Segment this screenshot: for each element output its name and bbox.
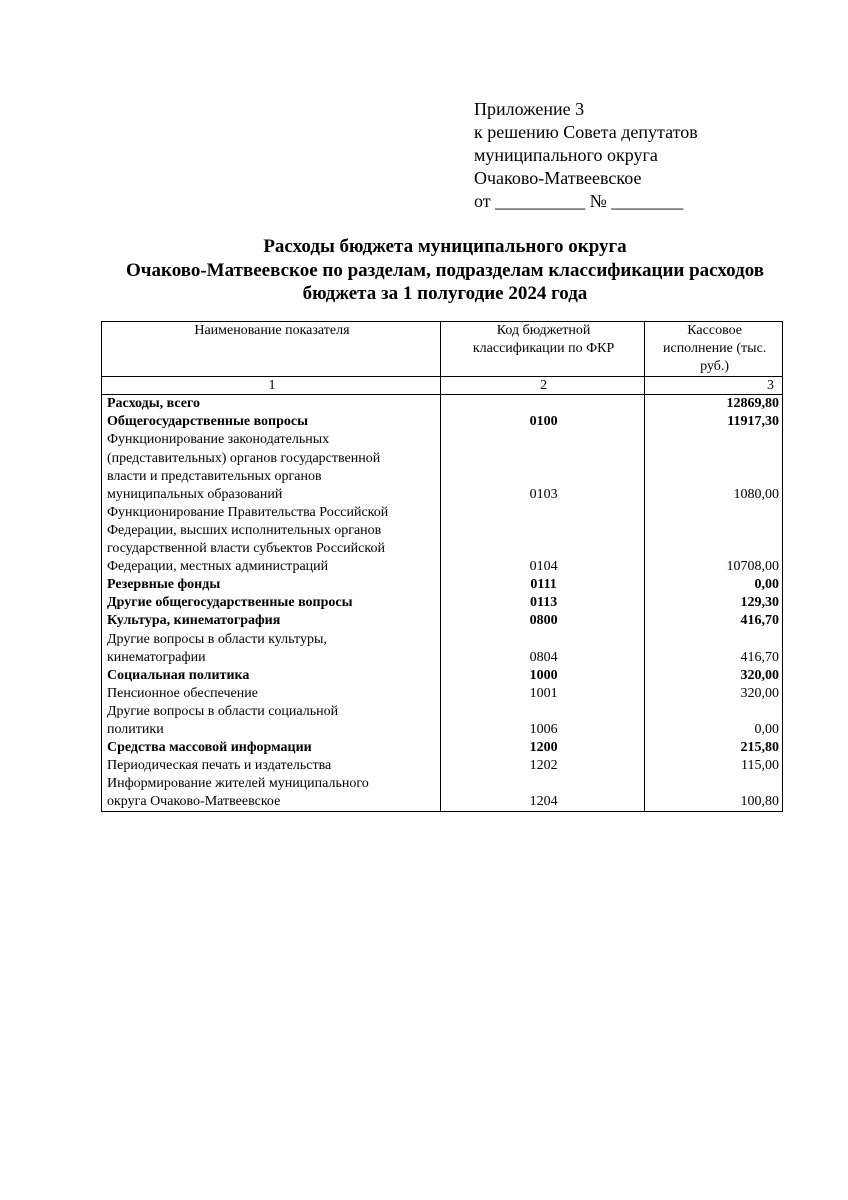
appendix-line: Приложение 3 xyxy=(474,99,585,119)
table-body xyxy=(102,395,783,812)
row-code: 0804 xyxy=(440,631,644,667)
row-amount: 1080,00 xyxy=(645,431,783,503)
row-code: 1202 xyxy=(440,757,644,775)
row-amount: 320,00 xyxy=(645,685,783,703)
row-name xyxy=(102,504,441,576)
row-amount: 10708,00 xyxy=(645,504,783,576)
table-header-row xyxy=(102,322,783,377)
header-code xyxy=(440,322,644,377)
appendix-line: муниципального округа xyxy=(474,145,658,165)
row-name xyxy=(102,703,441,739)
appendix-line: от __________ № ________ xyxy=(474,191,684,211)
row-name-line: (представительных) органов государственной xyxy=(107,450,381,466)
row-name-line: Резервные фонды xyxy=(107,577,221,593)
row-code: 1000 xyxy=(440,667,644,685)
column-number: 3 xyxy=(645,377,783,395)
row-code: 0100 xyxy=(440,413,644,431)
row-name-line: Средства массовой информации xyxy=(107,740,312,756)
budget-table xyxy=(101,321,783,812)
table-row xyxy=(102,413,783,431)
row-code: 0103 xyxy=(440,431,644,503)
row-amount: 100,80 xyxy=(645,775,783,812)
row-name-line: Другие общегосударственные вопросы xyxy=(107,595,353,611)
row-code: 1006 xyxy=(440,703,644,739)
row-name xyxy=(102,576,441,594)
row-amount: 0,00 xyxy=(645,576,783,594)
header-code-line: Код бюджетной xyxy=(496,323,591,338)
row-code: 1204 xyxy=(440,775,644,812)
appendix-line: Очаково-Матвеевское xyxy=(474,168,642,188)
header-amount-line: исполнение (тыс. xyxy=(662,341,767,357)
row-name xyxy=(102,395,441,414)
row-name-line: власти и представительных органов xyxy=(107,468,322,484)
row-amount: 416,70 xyxy=(645,631,783,667)
row-name-line: государственной власти субъектов Российской xyxy=(107,541,385,557)
title-line: бюджета за 1 полугодие 2024 года xyxy=(302,283,588,304)
row-name-line: Функционирование Правительства Российской xyxy=(107,504,389,520)
title-line: Расходы бюджета муниципального округа xyxy=(263,236,627,257)
row-code: 0800 xyxy=(440,612,644,630)
row-code: 1001 xyxy=(440,685,644,703)
table-row xyxy=(102,739,783,757)
appendix-block xyxy=(474,98,698,213)
table-row xyxy=(102,431,783,503)
column-number: 2 xyxy=(440,377,644,395)
row-name-line: Федерации, местных администраций xyxy=(107,559,329,575)
document-title xyxy=(60,235,830,306)
row-name-line: Социальная политика xyxy=(107,667,250,683)
column-number-row xyxy=(102,377,783,395)
row-name xyxy=(102,667,441,685)
header-name-text: Наименование показателя xyxy=(194,323,350,338)
row-name-line: политики xyxy=(107,721,164,737)
header-code-line: классификации по ФКР xyxy=(472,341,615,357)
row-name-line: Культура, кинематография xyxy=(107,613,281,629)
row-name-line: Периодическая печать и издательства xyxy=(107,758,332,774)
table-row xyxy=(102,576,783,594)
row-name xyxy=(102,739,441,757)
row-name-line: Общегосударственные вопросы xyxy=(107,414,309,430)
row-amount: 320,00 xyxy=(645,667,783,685)
row-name-line: кинематографии xyxy=(107,649,206,665)
row-amount: 0,00 xyxy=(645,703,783,739)
row-name-line: Федерации, высших исполнительных органов xyxy=(107,522,382,538)
row-amount: 129,30 xyxy=(645,594,783,612)
table-row xyxy=(102,775,783,812)
row-name xyxy=(102,775,441,812)
header-amount xyxy=(645,322,783,377)
row-name xyxy=(102,631,441,667)
row-code xyxy=(440,395,644,414)
table-row xyxy=(102,631,783,667)
row-amount: 416,70 xyxy=(645,612,783,630)
table-row xyxy=(102,594,783,612)
row-name-line: округа Очаково-Матвеевское xyxy=(107,794,281,810)
header-amount-line: Кассовое xyxy=(687,323,742,338)
table-row xyxy=(102,685,783,703)
header-amount-line: руб.) xyxy=(700,359,730,375)
row-name-line: Другие вопросы в области культуры, xyxy=(107,631,327,647)
table-row xyxy=(102,703,783,739)
row-name xyxy=(102,757,441,775)
row-name xyxy=(102,413,441,431)
appendix-line: к решению Совета депутатов xyxy=(474,122,698,142)
row-amount: 215,80 xyxy=(645,739,783,757)
row-name xyxy=(102,612,441,630)
row-name-line: муниципальных образований xyxy=(107,486,283,502)
row-name xyxy=(102,594,441,612)
row-code: 0111 xyxy=(440,576,644,594)
row-amount: 115,00 xyxy=(645,757,783,775)
row-name xyxy=(102,431,441,503)
row-name-line: Пенсионное обеспечение xyxy=(107,685,258,701)
row-code: 0104 xyxy=(440,504,644,576)
header-name xyxy=(102,322,441,377)
title-line: Очаково-Матвеевское по разделам, подразделам классификации расходов xyxy=(126,259,764,281)
row-name-line: Информирование жителей муниципального xyxy=(107,776,369,792)
row-code: 1200 xyxy=(440,739,644,757)
table-row xyxy=(102,757,783,775)
row-amount: 11917,30 xyxy=(645,413,783,431)
table-row xyxy=(102,612,783,630)
table-row xyxy=(102,667,783,685)
row-amount: 12869,80 xyxy=(645,395,783,414)
row-name-line: Функционирование законодательных xyxy=(107,432,330,448)
row-name-line: Расходы, всего xyxy=(107,396,200,412)
row-code: 0113 xyxy=(440,594,644,612)
column-number: 1 xyxy=(102,377,441,395)
table-row xyxy=(102,395,783,414)
row-name xyxy=(102,685,441,703)
row-name-line: Другие вопросы в области социальной xyxy=(107,703,339,719)
table-row xyxy=(102,504,783,576)
